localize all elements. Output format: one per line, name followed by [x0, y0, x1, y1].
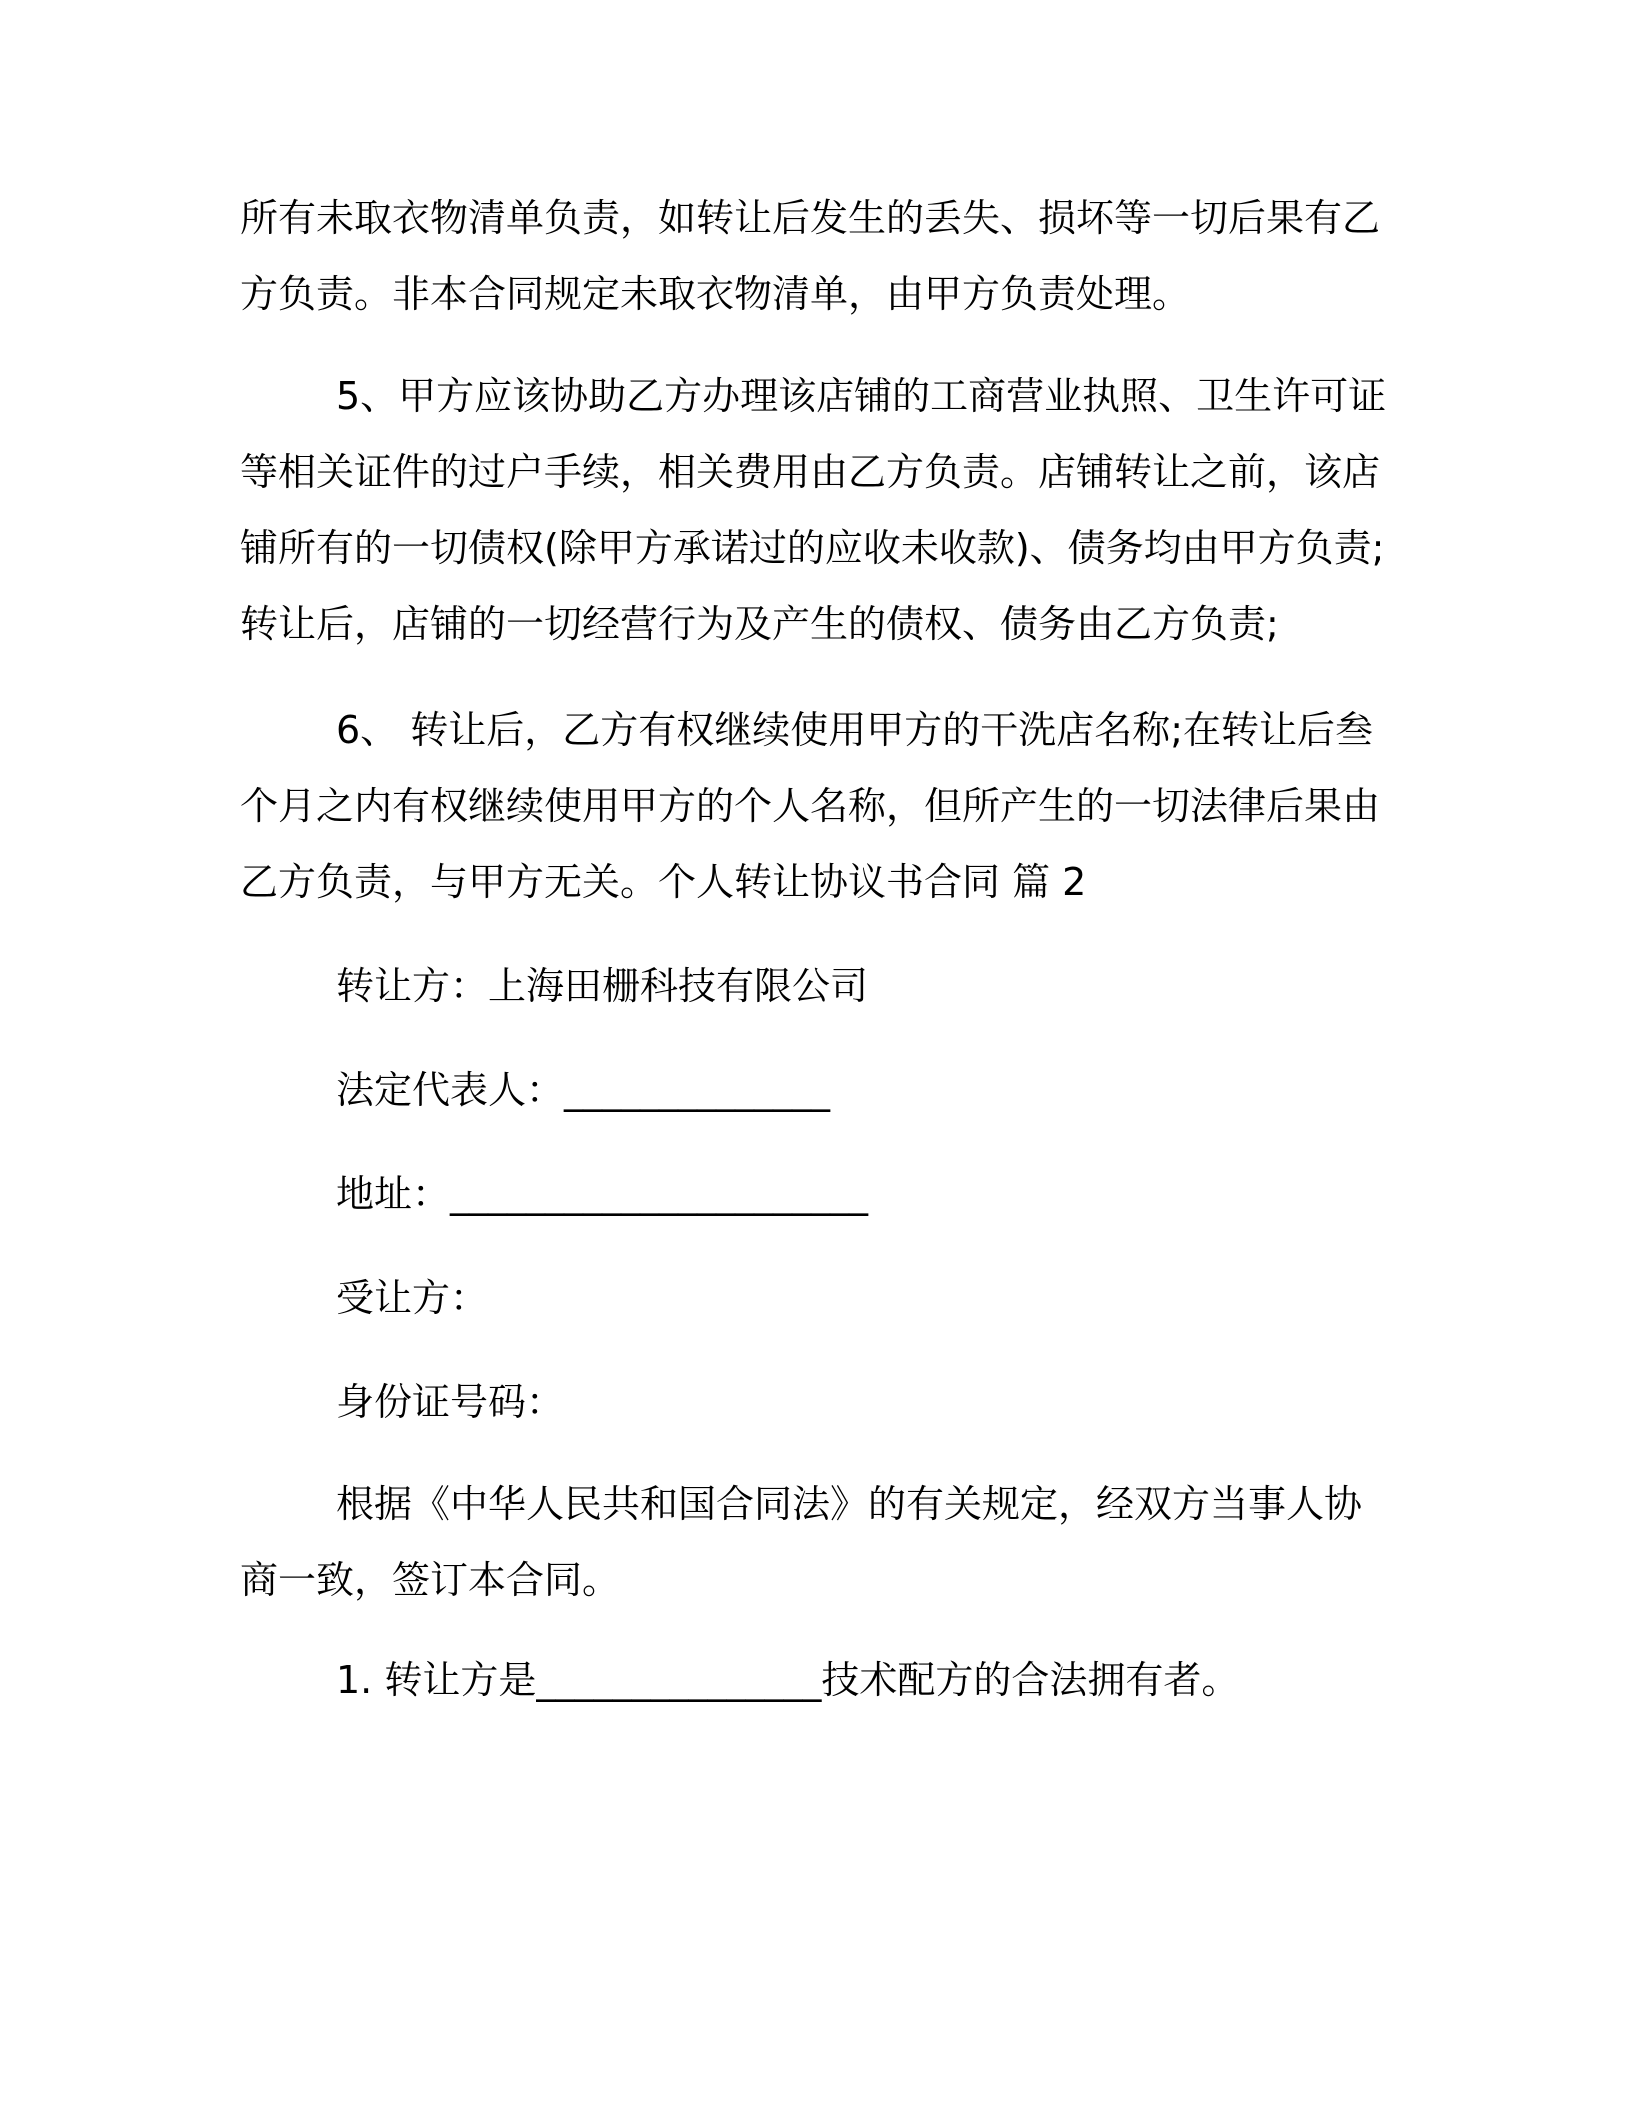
- paragraph-clause-5: 5、甲方应该协助乙方办理该店铺的工商营业执照、卫生许可证等相关证件的过户手续，相关费用由乙方负责。店铺转让之前，该店铺所有的一切债权(除甲方承诺过的应收未收款)、债务均由甲方负责;转让后，店铺的一切经营行为及产生的债权、债务由乙方负责;: [240, 374, 1387, 646]
- id-number-line: 身份证号码：: [336, 1380, 565, 1424]
- legal-representative-line: 法定代表人：______________: [336, 1068, 831, 1112]
- clause-1-line: 1. 转让方是_______________技术配方的合法拥有者。: [336, 1658, 1240, 1702]
- address-line: 地址：______________________: [336, 1172, 869, 1216]
- paragraph-clause-4-continuation: 所有未取衣物清单负责，如转让后发生的丢失、损坏等一切后果有乙方负责。非本合同规定未取衣物清单，由甲方负责处理。: [240, 196, 1381, 316]
- transferor-line: 转让方：上海田栅科技有限公司: [336, 964, 869, 1008]
- transferee-line: 受让方：: [336, 1276, 489, 1320]
- paragraph-clause-6: 6、 转让后，乙方有权继续使用甲方的干洗店名称;在转让后叁个月之内有权继续使用甲方的个人名称，但所产生的一切法律后果由乙方负责，与甲方无关。个人转让协议书合同 篇 2: [240, 708, 1381, 904]
- paragraph-agreement-basis: 根据《中华人民共和国合同法》的有关规定，经双方当事人协商一致，签订本合同。: [240, 1482, 1363, 1602]
